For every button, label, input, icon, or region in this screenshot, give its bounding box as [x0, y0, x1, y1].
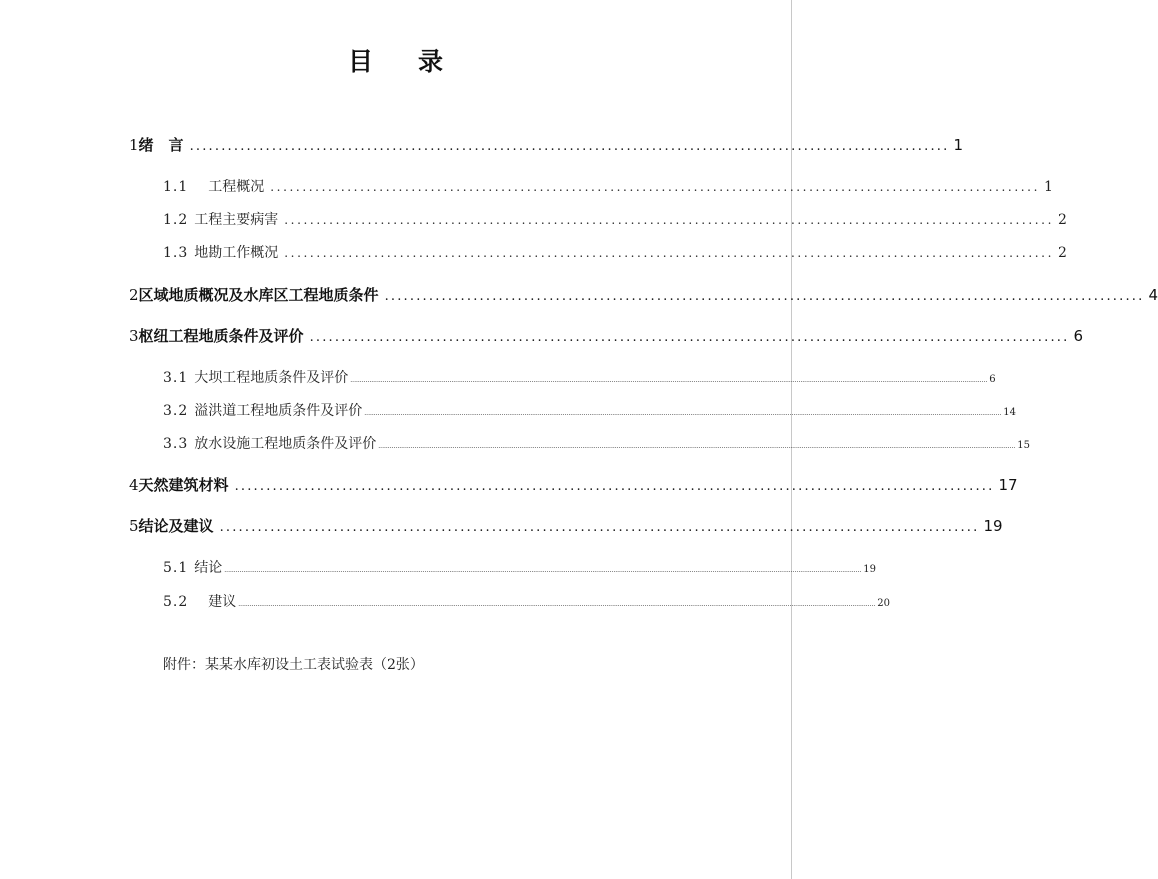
toc-leader: ........................................................................................................................	[284, 213, 1054, 227]
toc-page-number: 19	[863, 564, 877, 575]
toc-entry-3-3[interactable]	[163, 433, 1031, 453]
toc-entry-4[interactable]	[129, 474, 1018, 495]
toc-number: 1.1	[163, 179, 189, 195]
toc-page-number: 15	[1017, 440, 1031, 451]
toc-leader: ........................................................................................................................	[219, 520, 980, 535]
toc-title: 区域地质概况及水库区工程地质条件	[138, 286, 379, 304]
toc-number: 3.2	[163, 403, 189, 419]
toc-number: 1.3	[163, 245, 189, 261]
toc-entry-5-2[interactable]	[163, 591, 891, 611]
toc-page-number: 20	[877, 598, 891, 609]
title-char-2: 录	[418, 47, 445, 76]
toc-leader: ..............................................................................................................................................................................................................................................................................................................................................	[224, 567, 862, 574]
toc-title: 绪 言	[138, 136, 184, 154]
toc-page-number: 14	[1003, 407, 1017, 418]
toc-entry-1-2[interactable]	[163, 209, 1067, 229]
page-title	[0, 42, 792, 78]
toc-leader: ........................................................................................................................	[384, 289, 1145, 304]
toc-title: 地勘工作概况	[194, 245, 279, 261]
toc-entry-5[interactable]	[129, 515, 1003, 536]
toc-page-number: 17	[998, 476, 1018, 494]
toc-leader: ........................................................................................................................	[309, 330, 1070, 345]
toc-leader: ........................................................................................................................	[270, 180, 1040, 194]
title-char-1: 目	[347, 47, 374, 76]
toc-leader: ........................................................................................................................	[234, 479, 995, 494]
toc-entry-3-1[interactable]	[163, 367, 996, 387]
toc-entry-3[interactable]	[129, 325, 1083, 346]
toc-number: 5	[129, 517, 139, 535]
toc-title: 溢洪道工程地质条件及评价	[194, 403, 363, 419]
toc-entry-2[interactable]	[129, 284, 1158, 305]
toc-entry-5-1[interactable]	[163, 557, 877, 577]
toc-title: 工程概况	[194, 179, 265, 195]
toc-title: 放水设施工程地质条件及评价	[194, 436, 377, 452]
toc-title: 大坝工程地质条件及评价	[194, 370, 349, 386]
toc-title: 枢纽工程地质条件及评价	[138, 327, 304, 345]
toc-page-number: 4	[1148, 286, 1158, 304]
toc-title: 工程主要病害	[194, 212, 279, 228]
toc-leader: ..............................................................................................................................................................................................................................................................................................................................................	[364, 410, 1002, 417]
toc-entry-1[interactable]	[129, 134, 963, 155]
toc-page-number: 2	[1058, 212, 1067, 228]
toc-number: 2	[129, 286, 139, 304]
toc-entry-3-2[interactable]	[163, 400, 1017, 420]
toc-page-number: 1	[953, 136, 963, 154]
toc-entry-1-1[interactable]	[163, 176, 1053, 196]
toc-leader: ........................................................................................................................	[284, 246, 1054, 260]
toc-title: 结论	[194, 560, 223, 576]
toc-title: 天然建筑材料	[138, 476, 229, 494]
attachment-note: 附件：某某水库初设土工表试验表（2张）	[163, 657, 424, 673]
toc-page-number: 2	[1058, 245, 1067, 261]
toc-number: 5.1	[163, 560, 189, 576]
toc-number: 4	[129, 476, 139, 494]
toc-page-number: 19	[983, 517, 1003, 535]
toc-entry-1-3[interactable]	[163, 242, 1067, 262]
toc-number: 3.3	[163, 436, 189, 452]
toc-leader: ........................................................................................................................	[189, 139, 950, 154]
toc-title: 结论及建议	[138, 517, 214, 535]
toc-page-number: 6	[1073, 327, 1083, 345]
toc-number: 1	[129, 136, 139, 154]
toc-number: 1.2	[163, 212, 189, 228]
toc-title: 建议	[194, 594, 237, 610]
toc-page-number: 1	[1044, 179, 1053, 195]
toc-number: 5.2	[163, 594, 189, 610]
toc-leader: ..............................................................................................................................................................................................................................................................................................................................................	[378, 443, 1016, 450]
toc-number: 3.1	[163, 370, 189, 386]
toc-leader: ..............................................................................................................................................................................................................................................................................................................................................	[350, 377, 988, 384]
toc-number: 3	[129, 327, 139, 345]
toc-leader: ..............................................................................................................................................................................................................................................................................................................................................	[238, 601, 876, 608]
toc-page-number: 6	[989, 374, 996, 385]
